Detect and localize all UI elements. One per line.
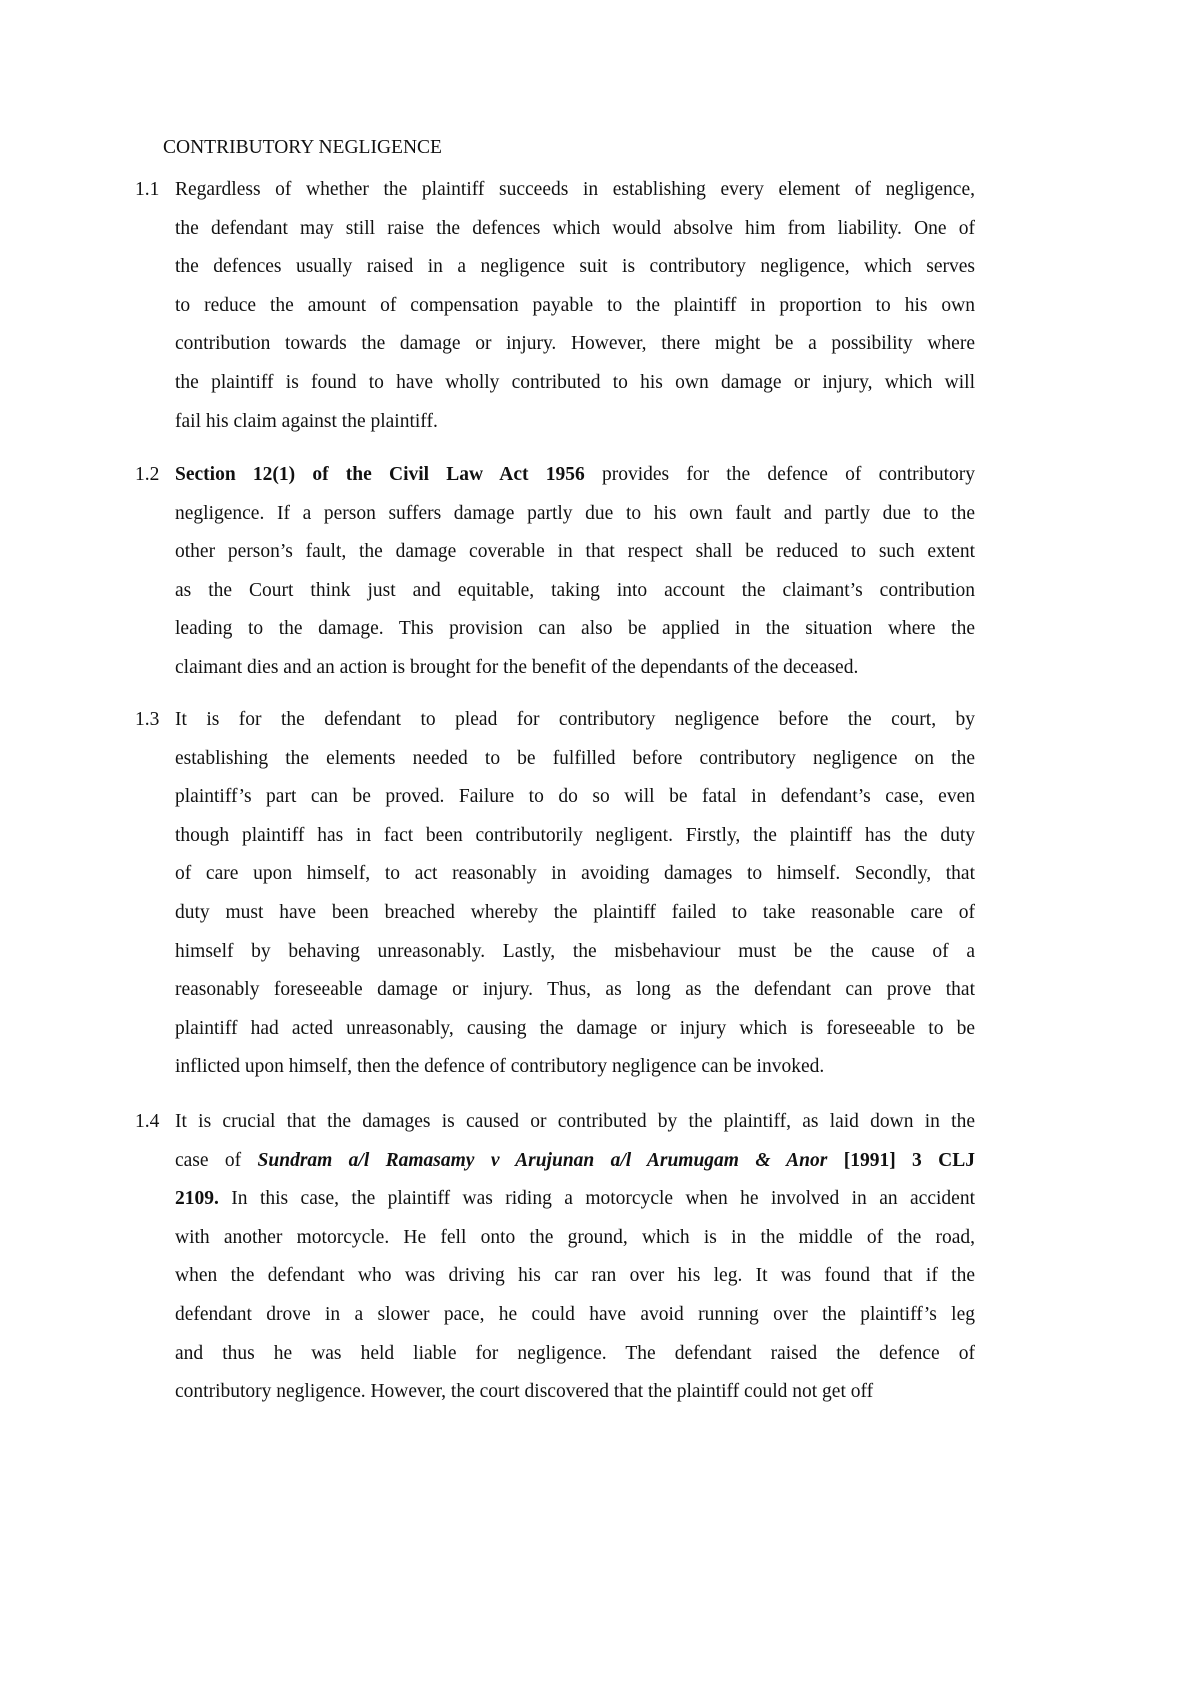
text-line: leading to the damage. This provision can also be applied in the situation where the — [175, 618, 975, 640]
text-line: It is for the defendant to plead for contributory negligence before the court, by — [175, 709, 975, 730]
text-line: establishing the elements needed to be fulfilled before contributory negligence on the — [175, 747, 975, 769]
text-line: with another motorcycle. He fell onto the ground, which is in the middle of the road, — [175, 1226, 975, 1248]
text-line: to reduce the amount of compensation payable to the plaintiff in proportion to his own — [175, 294, 975, 316]
text-line: and thus he was held liable for negligence. The defendant raised the defence of — [175, 1342, 975, 1364]
emphasized-text: Section 12(1) of the Civil Law Act 1956 — [175, 464, 585, 485]
text-line: other person’s fault, the damage coverable in that respect shall be reduced to such extent — [175, 541, 975, 563]
text-line: reasonably foreseeable damage or injury. Thus, as long as the defendant can prove that — [175, 979, 975, 1001]
text-segment — [827, 1150, 843, 1171]
text-line: the plaintiff is found to have wholly contributed to his own damage or injury, which will — [175, 371, 975, 393]
text-line: inflicted upon himself, then the defence of contributory negligence can be invoked. — [175, 1056, 825, 1078]
paragraph-number: 1.4 — [135, 1111, 160, 1132]
text-line: as the Court think just and equitable, taking into account the claimant’s contribution — [175, 579, 975, 601]
text-line: plaintiff had acted unreasonably, causing the damage or injury which is foreseeable to be — [175, 1017, 975, 1039]
text-line: claimant dies and an action is brought for the benefit of the dependants of the deceased. — [175, 656, 859, 678]
text-segment: case of — [175, 1149, 258, 1171]
text-line — [175, 1180, 975, 1219]
text-line: It is crucial that the damages is caused or contributed by the plaintiff, as laid down in the — [175, 1111, 975, 1132]
paragraph-1-4 — [135, 1103, 975, 1412]
text-line — [175, 456, 975, 495]
text-line — [175, 1142, 975, 1181]
document-heading: CONTRIBUTORY NEGLIGENCE — [163, 137, 442, 158]
text-line: fail his claim against the plaintiff. — [175, 410, 438, 432]
text-segment: provides for the defence of contributory — [584, 464, 976, 485]
text-line: himself by behaving unreasonably. Lastly, the misbehaviour must be the cause of a — [175, 940, 975, 962]
text-line: Regardless of whether the plaintiff succeeds in establishing every element of negligence, — [175, 179, 975, 200]
paragraph-1-3 — [135, 701, 975, 1087]
text-line: duty must have been breached whereby the plaintiff failed to take reasonable care of — [175, 901, 975, 923]
text-line: negligence. If a person suffers damage partly due to his own fault and partly due to the — [175, 502, 975, 524]
text-line: defendant drove in a slower pace, he could have avoid running over the plaintiff’s leg — [175, 1303, 975, 1325]
emphasized-text: 2109. — [175, 1188, 219, 1210]
text-line: contributory negligence. However, the court discovered that the plaintiff could not get off — [175, 1381, 874, 1403]
paragraph-number: 1.1 — [135, 179, 160, 200]
text-line: plaintiff’s part can be proved. Failure to do so will be fatal in defendant’s case, even — [175, 786, 975, 808]
paragraph-1-1 — [135, 171, 975, 441]
text-line: contribution towards the damage or injury. However, there might be a possibility where — [175, 333, 975, 355]
paragraph-number: 1.3 — [135, 709, 160, 730]
paragraph-number: 1.2 — [135, 464, 160, 485]
case-citation: Sundram a/l Ramasamy v Arujunan a/l Arumugam & Anor — [257, 1149, 828, 1171]
text-segment: In this case, the plaintiff was riding a motorcycle when he involved in an accident — [218, 1188, 975, 1210]
text-line: the defendant may still raise the defences which would absolve him from liability. One of — [175, 217, 975, 239]
text-line: when the defendant who was driving his car ran over his leg. It was found that if the — [175, 1265, 975, 1287]
text-line: though plaintiff has in fact been contributorily negligent. Firstly, the plaintiff has the duty — [175, 824, 975, 846]
emphasized-text: [1991] 3 CLJ — [843, 1149, 976, 1171]
paragraph-1-2 — [135, 456, 975, 688]
text-line: of care upon himself, to act reasonably in avoiding damages to himself. Secondly, that — [175, 863, 975, 885]
text-line: the defences usually raised in a negligence suit is contributory negligence, which serves — [175, 256, 975, 278]
